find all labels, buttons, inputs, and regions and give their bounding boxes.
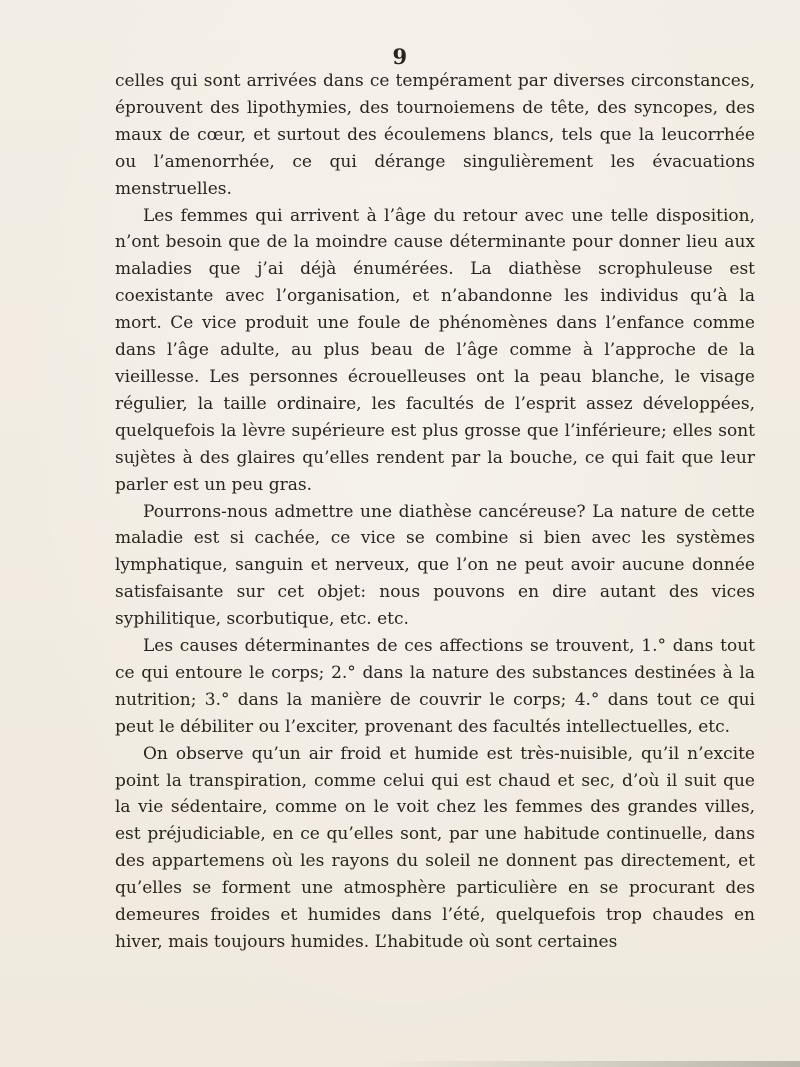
page-number: 9: [392, 44, 408, 69]
scan-edge-shadow: [380, 1061, 800, 1067]
body-text: [115, 68, 755, 956]
paragraph-5: On observe qu’un air froid et humide est très-nuisible, qu’il n’excite point la transpiration, comme celui qui est chaud et sec, d’où il suit que la vie sédentaire, comme on le voit chez les femmes des grandes villes, est préjudiciable, en ce qu’elles sont, par une habitude continuelle, dans des appartemens où les rayons du soleil ne donnent pas directement, et qu’elles se forment une atmosphère particulière en se procurant des demeures froides et humides dans l’été, quelquefois trop chaudes en hiver, mais toujours humides. L’habitude où sont certaines: [115, 743, 755, 952]
paragraph-3: Pourrons-nous admettre une diathèse cancéreuse? La nature de cette maladie est si cachée, ce vice se combine si bien avec les systèmes lymphatique, sanguin et nerveux, que l’on ne peut avoir aucune donnée satisfaisante sur cet objet: nous pouvons en dire autant des vices syphilitique, scorbutique, etc. etc.: [115, 501, 755, 630]
paragraph-4: Les causes déterminantes de ces affections se trouvent, 1.° dans tout ce qui entoure le corps; 2.° dans la nature des substances destinées à la nutrition; 3.° dans la manière de couvrir le corps; 4.° dans tout ce qui peut le débiliter ou l’exciter, provenant des facultés intellectuelles, etc.: [115, 636, 755, 737]
paragraph-2: Les femmes qui arrivent à l’âge du retour avec une telle disposition, n’ont besoin que de la moindre cause déterminante pour donner lieu aux maladies que j’ai déjà énumérées. La diathèse scrophuleuse est coexistante avec l’organisation, et n’abandonne les individus qu’à la mort. Ce vice produit une foule de phénomènes dans l’enfance comme dans l’âge adulte, au plus beau de l’âge comme à l’approche de la vieillesse. Les personnes écrouelleuses ont la peau blanche, le visage régulier, la taille ordinaire, les facultés de l’esprit assez développées, quelquefois la lèvre supérieure est plus grosse que l’inférieure; elles sont sujètes à des glaires qu’elles rendent par la bouche, ce qui fait que leur parler est un peu gras.: [115, 205, 755, 495]
paragraph-1: celles qui sont arrivées dans ce tempérament par diverses circonstances, éprouvent des lipothymies, des tournoiemens de tête, des syncopes, des maux de cœur, et surtout des écoulemens blancs, tels que la leucorrhée ou l’amenorrhée, ce qui dérange singulièrement les évacuations menstruelles.: [115, 71, 755, 199]
